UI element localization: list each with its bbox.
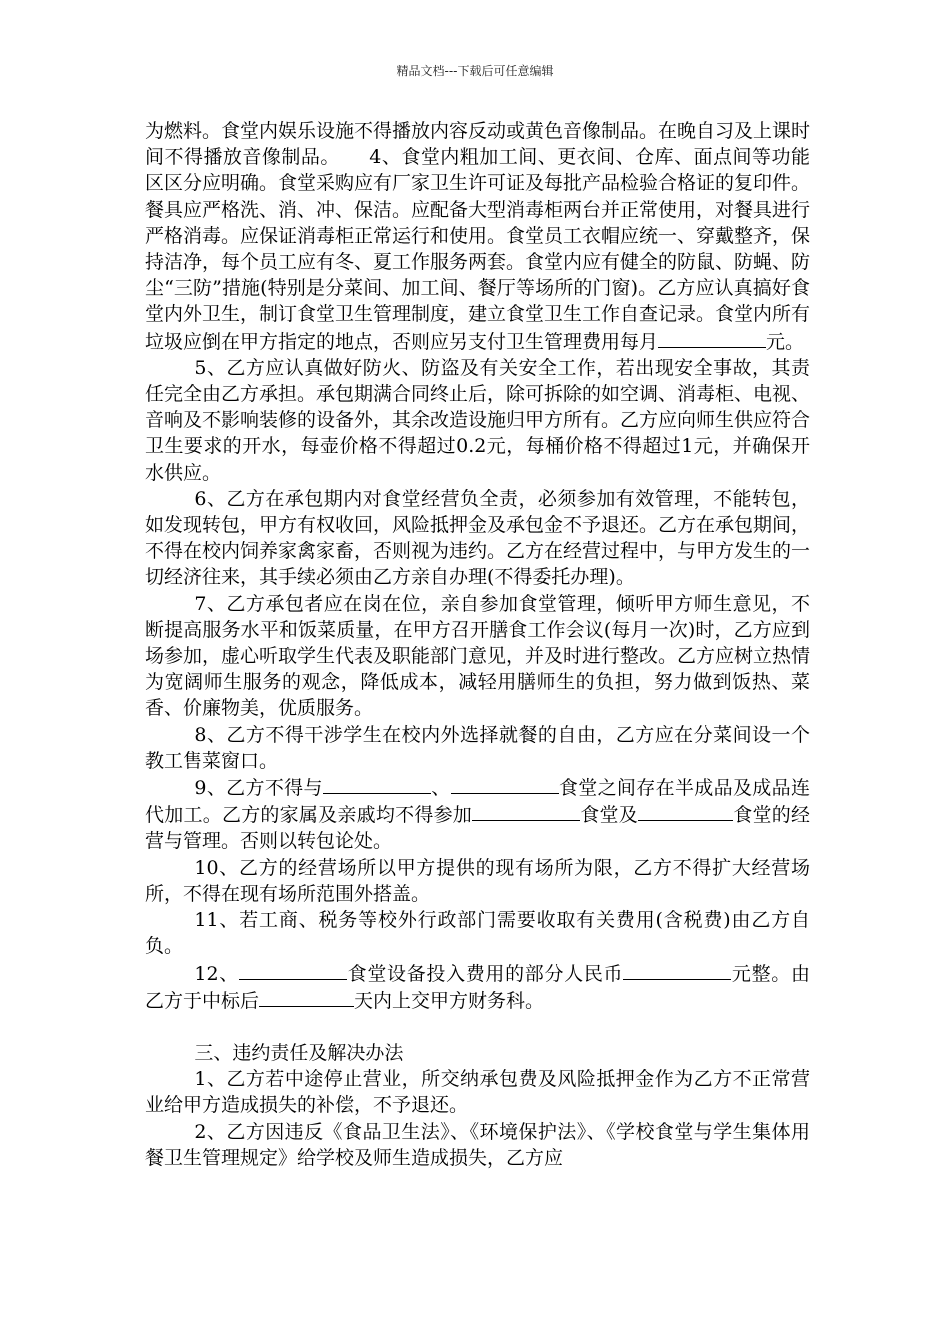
paragraph-10: 10、乙方的经营场所以甲方提供的现有场所为限，乙方不得扩大经营场所，不得在现有场所范围外搭盖。 — [145, 856, 810, 905]
page-header: 精品文档---下载后可任意编辑 — [396, 64, 554, 78]
paragraph-12: 12、 食堂设备投入费用的部分人民币 元整。由乙方于中标后 天内上交甲方财务科。 — [145, 960, 810, 1014]
paragraph-7: 7、乙方承包者应在岗在位，亲自参加食堂管理，倾听甲方师生意见，不断提高服务水平和饭菜质量，在甲方召开膳食工作会议(每月一次)时，乙方应到场参加，虚心听取学生代表及职能部门意见，并及时进行整改。乙方应树立热情为宽阔师生服务的观念，降低成本，减轻用膳师生的负担，努力做到饭热、菜香、价廉物美，优质服务。 — [145, 592, 811, 720]
blank-field — [623, 960, 731, 980]
section-gap — [145, 1014, 810, 1040]
section-3-title: 三、违约责任及解决办法 — [194, 1041, 404, 1064]
paragraph-11: 11、若工商、税务等校外行政部门需要收取有关费用(含税费)由乙方自负。 — [145, 909, 810, 958]
blank-field — [472, 801, 580, 821]
blank-field — [259, 987, 354, 1007]
blank-field — [638, 801, 733, 821]
section-3-paragraph-1: 1、乙方若中途停止营业，所交纳承包费及风险抵押金作为乙方不正常营业给甲方造成损失的补偿，不予退还。 — [145, 1068, 810, 1117]
blank-field — [658, 328, 766, 348]
blank-field — [451, 774, 559, 794]
blank-field — [323, 774, 431, 794]
paragraph-5: 5、乙方应认真做好防火、防盗及有关安全工作，若出现安全事故，其责任完全由乙方承担。承包期满合同终止后，除可拆除的如空调、消毒柜、电视、音响及不影响装修的设备外，其余改造设施归甲方所有。乙方应向师生供应符合卫生要求的开水，每壶价格不得超过0.2元，每桶价格不得超过1元，并确保开水供应。 — [145, 356, 811, 484]
paragraph-8: 8、乙方不得干涉学生在校内外选择就餐的自由，乙方应在分菜间设一个教工售菜窗口。 — [145, 723, 810, 772]
paragraph-4: 为燃料。食堂内娱乐设施不得播放内容反动或黄色音像制品。在晚自习及上课时间不得播放音像制品。 4、食堂内粗加工间、更衣间、仓库、面点间等功能区区分应明确。食堂采购应有厂家卫生许可证及每批产品检验合格证的复印件。餐具应严格洗、消、冲、保洁。应配备大型消毒柜两台并正常使用，对餐具进行严格消毒。应保证消毒柜正常运行和使用。食堂员工衣帽应统一、穿戴整齐，保持洁净，每个员工应有冬、夏工作服务两套。食堂内应有健全的防鼠、防蝇、防尘“三防”措施(特别是分菜间、加工间、餐厅等场所的门窗)。乙方应认真搞好食堂内外卫生，制订食堂卫生管理制度，建立食堂卫生工作自查记录。食堂内所有垃圾应倒在甲方指定的地点，否则应另支付卫生管理费用每月 元。 — [145, 120, 811, 353]
paragraph-6: 6、乙方在承包期内对食堂经营负全责，必须参加有效管理，不能转包，如发现转包，甲方有权收回，风险抵押金及承包金不予退还。乙方在承包期间，不得在校内饲养家禽家畜，否则视为违约。乙方在经营过程中，与甲方发生的一切经济往来，其手续必须由乙方亲自办理(不得委托办理)。 — [145, 487, 811, 589]
document-body — [145, 118, 810, 1171]
paragraph-9: 9、乙方不得与 、 食堂之间存在半成品及成品连代加工。乙方的家属及亲戚均不得参加 食堂及 食堂的经营与管理。否则以转包论处。 — [145, 774, 810, 855]
section-3-paragraph-2: 2、乙方因违反《食品卫生法》、《环境保护法》、《学校食堂与学生集体用餐卫生管理规定》给学校及师生造成损失，乙方应 — [145, 1120, 810, 1169]
blank-field — [239, 960, 347, 980]
